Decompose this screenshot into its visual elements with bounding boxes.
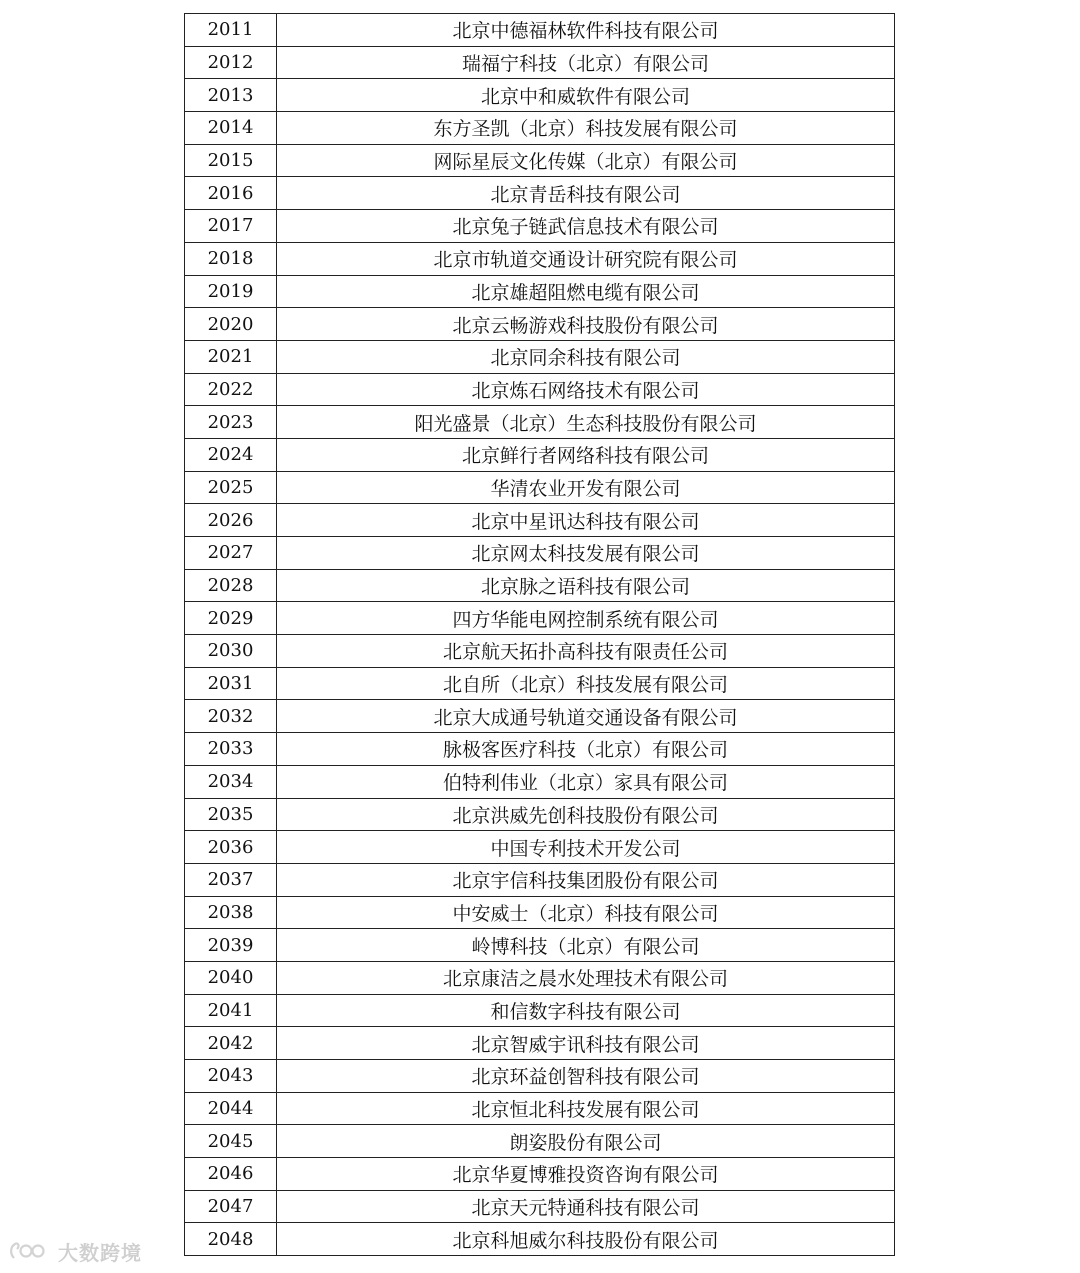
company-name: 北京兔子链武信息技术有限公司: [277, 210, 895, 243]
company-name: 瑞福宁科技（北京）有限公司: [277, 46, 895, 79]
table-row: [185, 438, 895, 471]
row-number: 2040: [185, 961, 277, 994]
row-number: 2018: [185, 242, 277, 275]
company-name: 网际星辰文化传媒（北京）有限公司: [277, 144, 895, 177]
row-number: 2014: [185, 112, 277, 145]
table-row: [185, 275, 895, 308]
company-name: 东方圣凯（北京）科技发展有限公司: [277, 112, 895, 145]
table-row: [185, 504, 895, 537]
watermark-text: 大数跨境: [58, 1240, 142, 1265]
table-row: [185, 406, 895, 439]
company-name: 朗姿股份有限公司: [277, 1125, 895, 1158]
company-name: 北京炼石网络技术有限公司: [277, 373, 895, 406]
table-row: [185, 242, 895, 275]
company-name: 北京青岳科技有限公司: [277, 177, 895, 210]
table-row: [185, 994, 895, 1027]
company-name: 北京智威宇讯科技有限公司: [277, 1027, 895, 1060]
row-number: 2029: [185, 602, 277, 635]
company-name: 北京市轨道交通设计研究院有限公司: [277, 242, 895, 275]
company-name: 北京云畅游戏科技股份有限公司: [277, 308, 895, 341]
row-number: 2045: [185, 1125, 277, 1158]
row-number: 2013: [185, 79, 277, 112]
company-name: 北京大成通号轨道交通设备有限公司: [277, 700, 895, 733]
row-number: 2024: [185, 438, 277, 471]
table-row: [185, 537, 895, 570]
company-name: 北京华夏博雅投资咨询有限公司: [277, 1158, 895, 1191]
row-number: 2041: [185, 994, 277, 1027]
row-number: 2047: [185, 1190, 277, 1223]
row-number: 2011: [185, 14, 277, 47]
table-row: [185, 46, 895, 79]
company-name: 北京网太科技发展有限公司: [277, 537, 895, 570]
row-number: 2033: [185, 733, 277, 766]
company-name: 伯特利伟业（北京）家具有限公司: [277, 765, 895, 798]
table-row: [185, 929, 895, 962]
row-number: 2015: [185, 144, 277, 177]
table-row: [185, 79, 895, 112]
watermark: [8, 1236, 142, 1266]
table-row: [185, 863, 895, 896]
row-number: 2043: [185, 1060, 277, 1093]
table-row: [185, 700, 895, 733]
company-name: 北京鲜行者网络科技有限公司: [277, 438, 895, 471]
table-row: [185, 340, 895, 373]
company-name: 阳光盛景（北京）生态科技股份有限公司: [277, 406, 895, 439]
table-row: [185, 1190, 895, 1223]
company-name: 北京康洁之晨水处理技术有限公司: [277, 961, 895, 994]
company-name: 中国专利技术开发公司: [277, 831, 895, 864]
table-row: [185, 733, 895, 766]
table-row: [185, 177, 895, 210]
table-row: [185, 373, 895, 406]
company-name: 北京中星讯达科技有限公司: [277, 504, 895, 537]
company-name: 北京洪威先创科技股份有限公司: [277, 798, 895, 831]
table-row: [185, 961, 895, 994]
table-row: [185, 896, 895, 929]
table-row: [185, 667, 895, 700]
row-number: 2035: [185, 798, 277, 831]
table-row: [185, 765, 895, 798]
row-number: 2026: [185, 504, 277, 537]
row-number: 2034: [185, 765, 277, 798]
table-row: [185, 14, 895, 47]
table-row: [185, 471, 895, 504]
company-table-body: [185, 14, 895, 1256]
table-row: [185, 144, 895, 177]
table-row: [185, 602, 895, 635]
table-row: [185, 112, 895, 145]
row-number: 2046: [185, 1158, 277, 1191]
row-number: 2039: [185, 929, 277, 962]
table-row: [185, 831, 895, 864]
company-table: [184, 13, 895, 1256]
row-number: 2036: [185, 831, 277, 864]
watermark-logo-icon: [8, 1238, 52, 1264]
row-number: 2025: [185, 471, 277, 504]
row-number: 2012: [185, 46, 277, 79]
row-number: 2020: [185, 308, 277, 341]
table-row: [185, 308, 895, 341]
company-name: 北京科旭威尔科技股份有限公司: [277, 1223, 895, 1256]
company-name: 北京脉之语科技有限公司: [277, 569, 895, 602]
row-number: 2038: [185, 896, 277, 929]
company-name: 华清农业开发有限公司: [277, 471, 895, 504]
row-number: 2044: [185, 1092, 277, 1125]
company-name: 北京中德福林软件科技有限公司: [277, 14, 895, 47]
row-number: 2037: [185, 863, 277, 896]
company-name: 北京同余科技有限公司: [277, 340, 895, 373]
table-row: [185, 1125, 895, 1158]
row-number: 2016: [185, 177, 277, 210]
company-name: 北京雄超阻燃电缆有限公司: [277, 275, 895, 308]
company-name: 北京恒北科技发展有限公司: [277, 1092, 895, 1125]
company-name: 北京宇信科技集团股份有限公司: [277, 863, 895, 896]
company-name: 四方华能电网控制系统有限公司: [277, 602, 895, 635]
row-number: 2023: [185, 406, 277, 439]
row-number: 2032: [185, 700, 277, 733]
row-number: 2022: [185, 373, 277, 406]
company-name: 中安威士（北京）科技有限公司: [277, 896, 895, 929]
row-number: 2048: [185, 1223, 277, 1256]
row-number: 2042: [185, 1027, 277, 1060]
row-number: 2017: [185, 210, 277, 243]
company-name: 北京中和威软件有限公司: [277, 79, 895, 112]
company-name: 北自所（北京）科技发展有限公司: [277, 667, 895, 700]
table-row: [185, 798, 895, 831]
table-row: [185, 1060, 895, 1093]
company-name: 北京天元特通科技有限公司: [277, 1190, 895, 1223]
row-number: 2019: [185, 275, 277, 308]
table-row: [185, 1223, 895, 1256]
table-row: [185, 210, 895, 243]
table-row: [185, 635, 895, 668]
table-row: [185, 569, 895, 602]
company-name: 脉极客医疗科技（北京）有限公司: [277, 733, 895, 766]
row-number: 2030: [185, 635, 277, 668]
company-name: 北京环益创智科技有限公司: [277, 1060, 895, 1093]
table-row: [185, 1158, 895, 1191]
row-number: 2021: [185, 340, 277, 373]
table-row: [185, 1092, 895, 1125]
row-number: 2028: [185, 569, 277, 602]
company-name: 岭博科技（北京）有限公司: [277, 929, 895, 962]
company-name: 北京航天拓扑高科技有限责任公司: [277, 635, 895, 668]
company-name: 和信数字科技有限公司: [277, 994, 895, 1027]
table-row: [185, 1027, 895, 1060]
row-number: 2031: [185, 667, 277, 700]
row-number: 2027: [185, 537, 277, 570]
